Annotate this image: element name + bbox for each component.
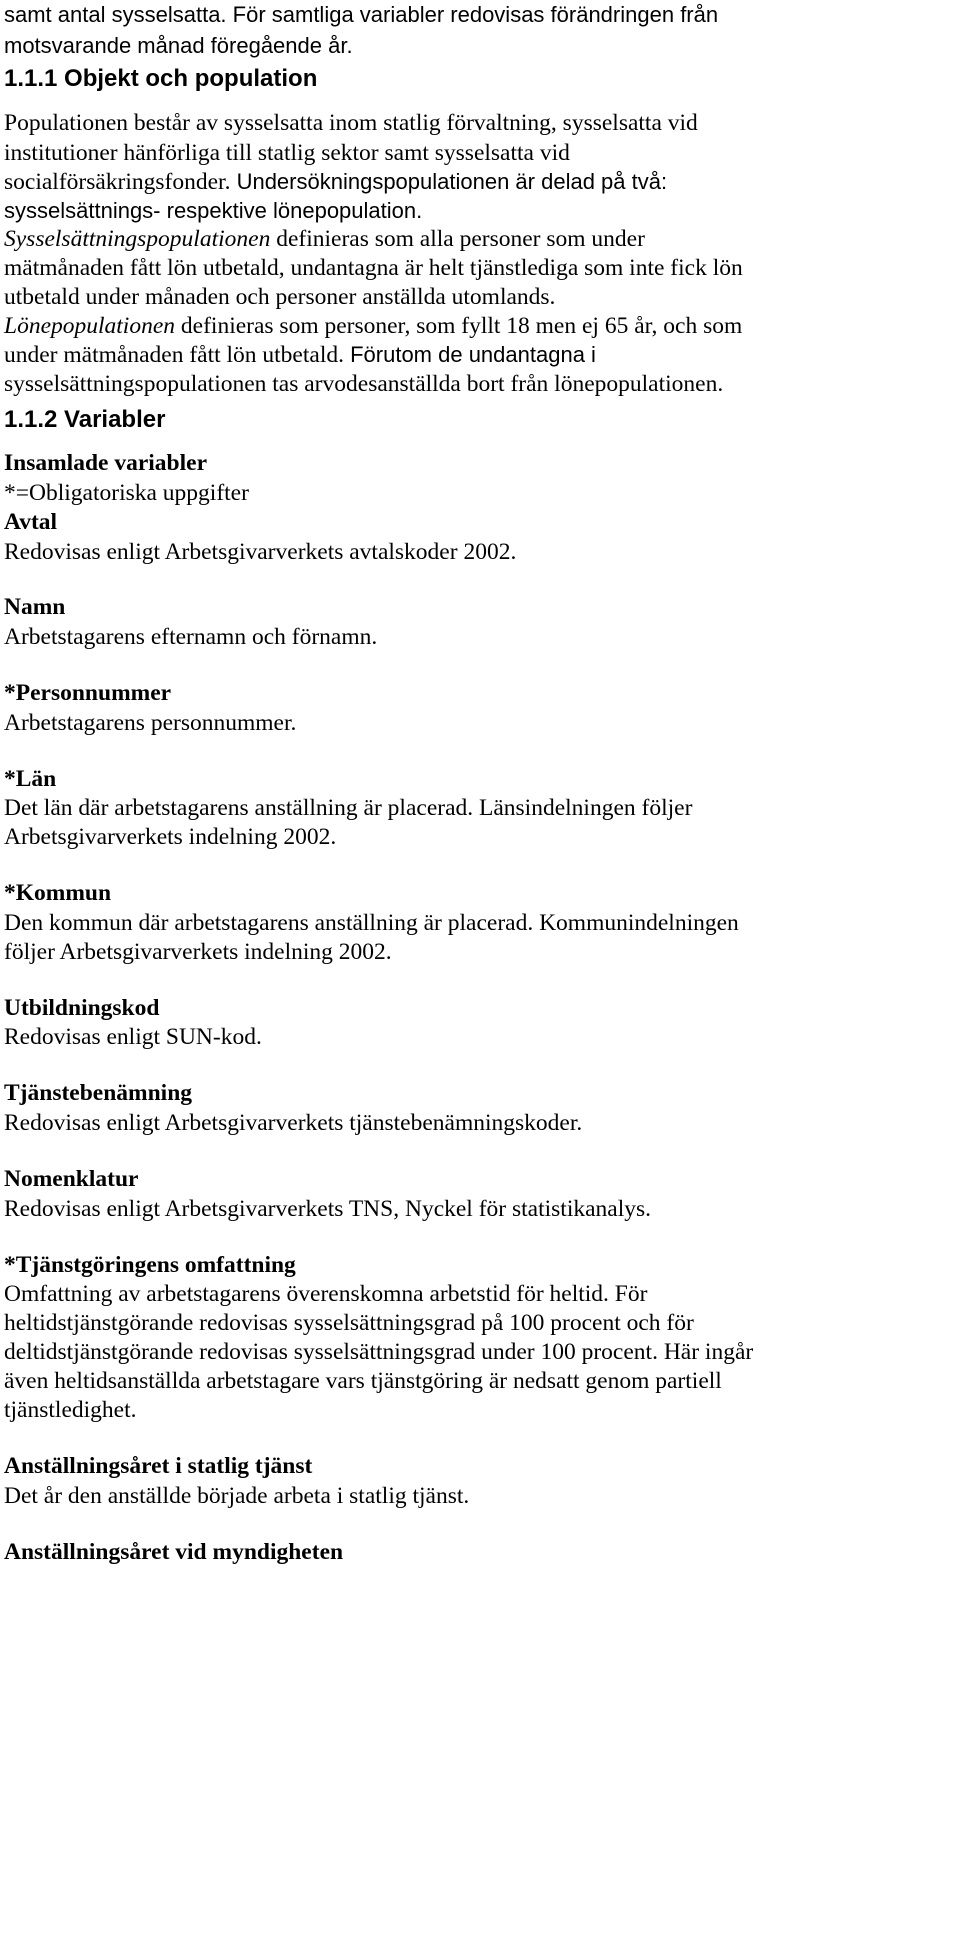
variable-desc: följer Arbetsgivarverkets indelning 2002. (4, 939, 392, 965)
variable-term: Nomenklatur (4, 1166, 139, 1192)
population-line-1: Populationen består av sysselsatta inom statlig förvaltning, sysselsatta vid (4, 110, 698, 136)
variable-desc: Det år den anställde började arbeta i statlig tjänst. (4, 1483, 470, 1509)
variable-term: Anställningsåret vid myndigheten (4, 1539, 344, 1565)
intro-line-2: motsvarande månad föregående år. (4, 33, 353, 58)
wage-population-line-2-sans: Förutom de undantagna i (343, 342, 596, 367)
variable-term: Namn (4, 594, 66, 620)
employment-population-line-1 (4, 224, 645, 254)
employment-population-term: Sysselsättningspopulationen (4, 226, 271, 252)
variable-desc: Redovisas enligt Arbetsgivarverkets tjänstebenämningskoder. (4, 1110, 583, 1136)
population-line-2: institutioner hänförliga till statlig sektor samt sysselsatta vid (4, 140, 570, 166)
variable-desc: även heltidsanställda arbetstagare vars tjänstgöring är nedsatt genom partiell (4, 1368, 722, 1394)
employment-population-def: definieras som alla personer som under (270, 226, 645, 252)
variable-term: Tjänstebenämning (4, 1080, 193, 1106)
variable-term: Utbildningskod (4, 995, 160, 1021)
variable-term: *Personnummer (4, 680, 172, 706)
variable-desc: tjänstledighet. (4, 1397, 137, 1423)
population-line-3-sans: Undersökningspopulationen är delad på två: (230, 169, 668, 194)
wage-population-line-3: sysselsättningspopulationen tas arvodesanställda bort från lönepopulationen. (4, 371, 724, 397)
variable-term: Avtal (4, 509, 58, 535)
variable-desc: Arbetstagarens efternamn och förnamn. (4, 624, 378, 650)
population-line-4: sysselsättnings- respektive lönepopulation. (4, 198, 423, 223)
wage-population-line-1 (4, 311, 742, 341)
population-line-3 (4, 167, 667, 197)
employment-population-line-3: utbetald under månaden och personer anställda utomlands. (4, 284, 556, 310)
variable-desc: Arbetstagarens personnummer. (4, 710, 297, 736)
wage-population-line-2-serif: under mätmånaden fått lön utbetald. (4, 342, 344, 368)
mandatory-note: *=Obligatoriska uppgifter (4, 480, 249, 506)
variable-desc: Redovisas enligt SUN-kod. (4, 1024, 262, 1050)
section-heading-111: 1.1.1 Objekt och population (4, 65, 318, 92)
variable-desc: Den kommun där arbetstagarens anställning är placerad. Kommunindelningen (4, 910, 739, 936)
wage-population-term: Lönepopulationen (4, 313, 176, 339)
variable-term: Anställningsåret i statlig tjänst (4, 1453, 313, 1479)
variable-desc: heltidstjänstgörande redovisas sysselsättningsgrad på 100 procent och för (4, 1310, 694, 1336)
variable-term: *Län (4, 766, 57, 792)
wage-population-def: definieras som personer, som fyllt 18 men ej 65 år, och som (175, 313, 743, 339)
variable-term: *Kommun (4, 880, 112, 906)
variable-desc: Redovisas enligt Arbetsgivarverkets avtalskoder 2002. (4, 539, 517, 565)
population-line-3-serif: socialförsäkringsfonder. (4, 169, 231, 195)
variable-desc: deltidstjänstgörande redovisas sysselsättningsgrad under 100 procent. Här ingår (4, 1339, 754, 1365)
variable-desc: Redovisas enligt Arbetsgivarverkets TNS, Nyckel för statistikanalys. (4, 1196, 652, 1222)
wage-population-line-2 (4, 340, 596, 370)
collected-variables-heading: Insamlade variabler (4, 450, 208, 476)
variable-desc: Arbetsgivarverkets indelning 2002. (4, 824, 337, 850)
employment-population-line-2: mätmånaden fått lön utbetald, undantagna är helt tjänstlediga som inte fick lön (4, 255, 743, 281)
intro-line-1: samt antal sysselsatta. För samtliga variabler redovisas förändringen från (4, 2, 719, 27)
variable-term: *Tjänstgöringens omfattning (4, 1252, 296, 1278)
section-heading-112: 1.1.2 Variabler (4, 406, 166, 433)
variable-desc: Det län där arbetstagarens anställning är placerad. Länsindelningen följer (4, 795, 693, 821)
variable-desc: Omfattning av arbetstagarens överenskomna arbetstid för heltid. För (4, 1281, 648, 1307)
